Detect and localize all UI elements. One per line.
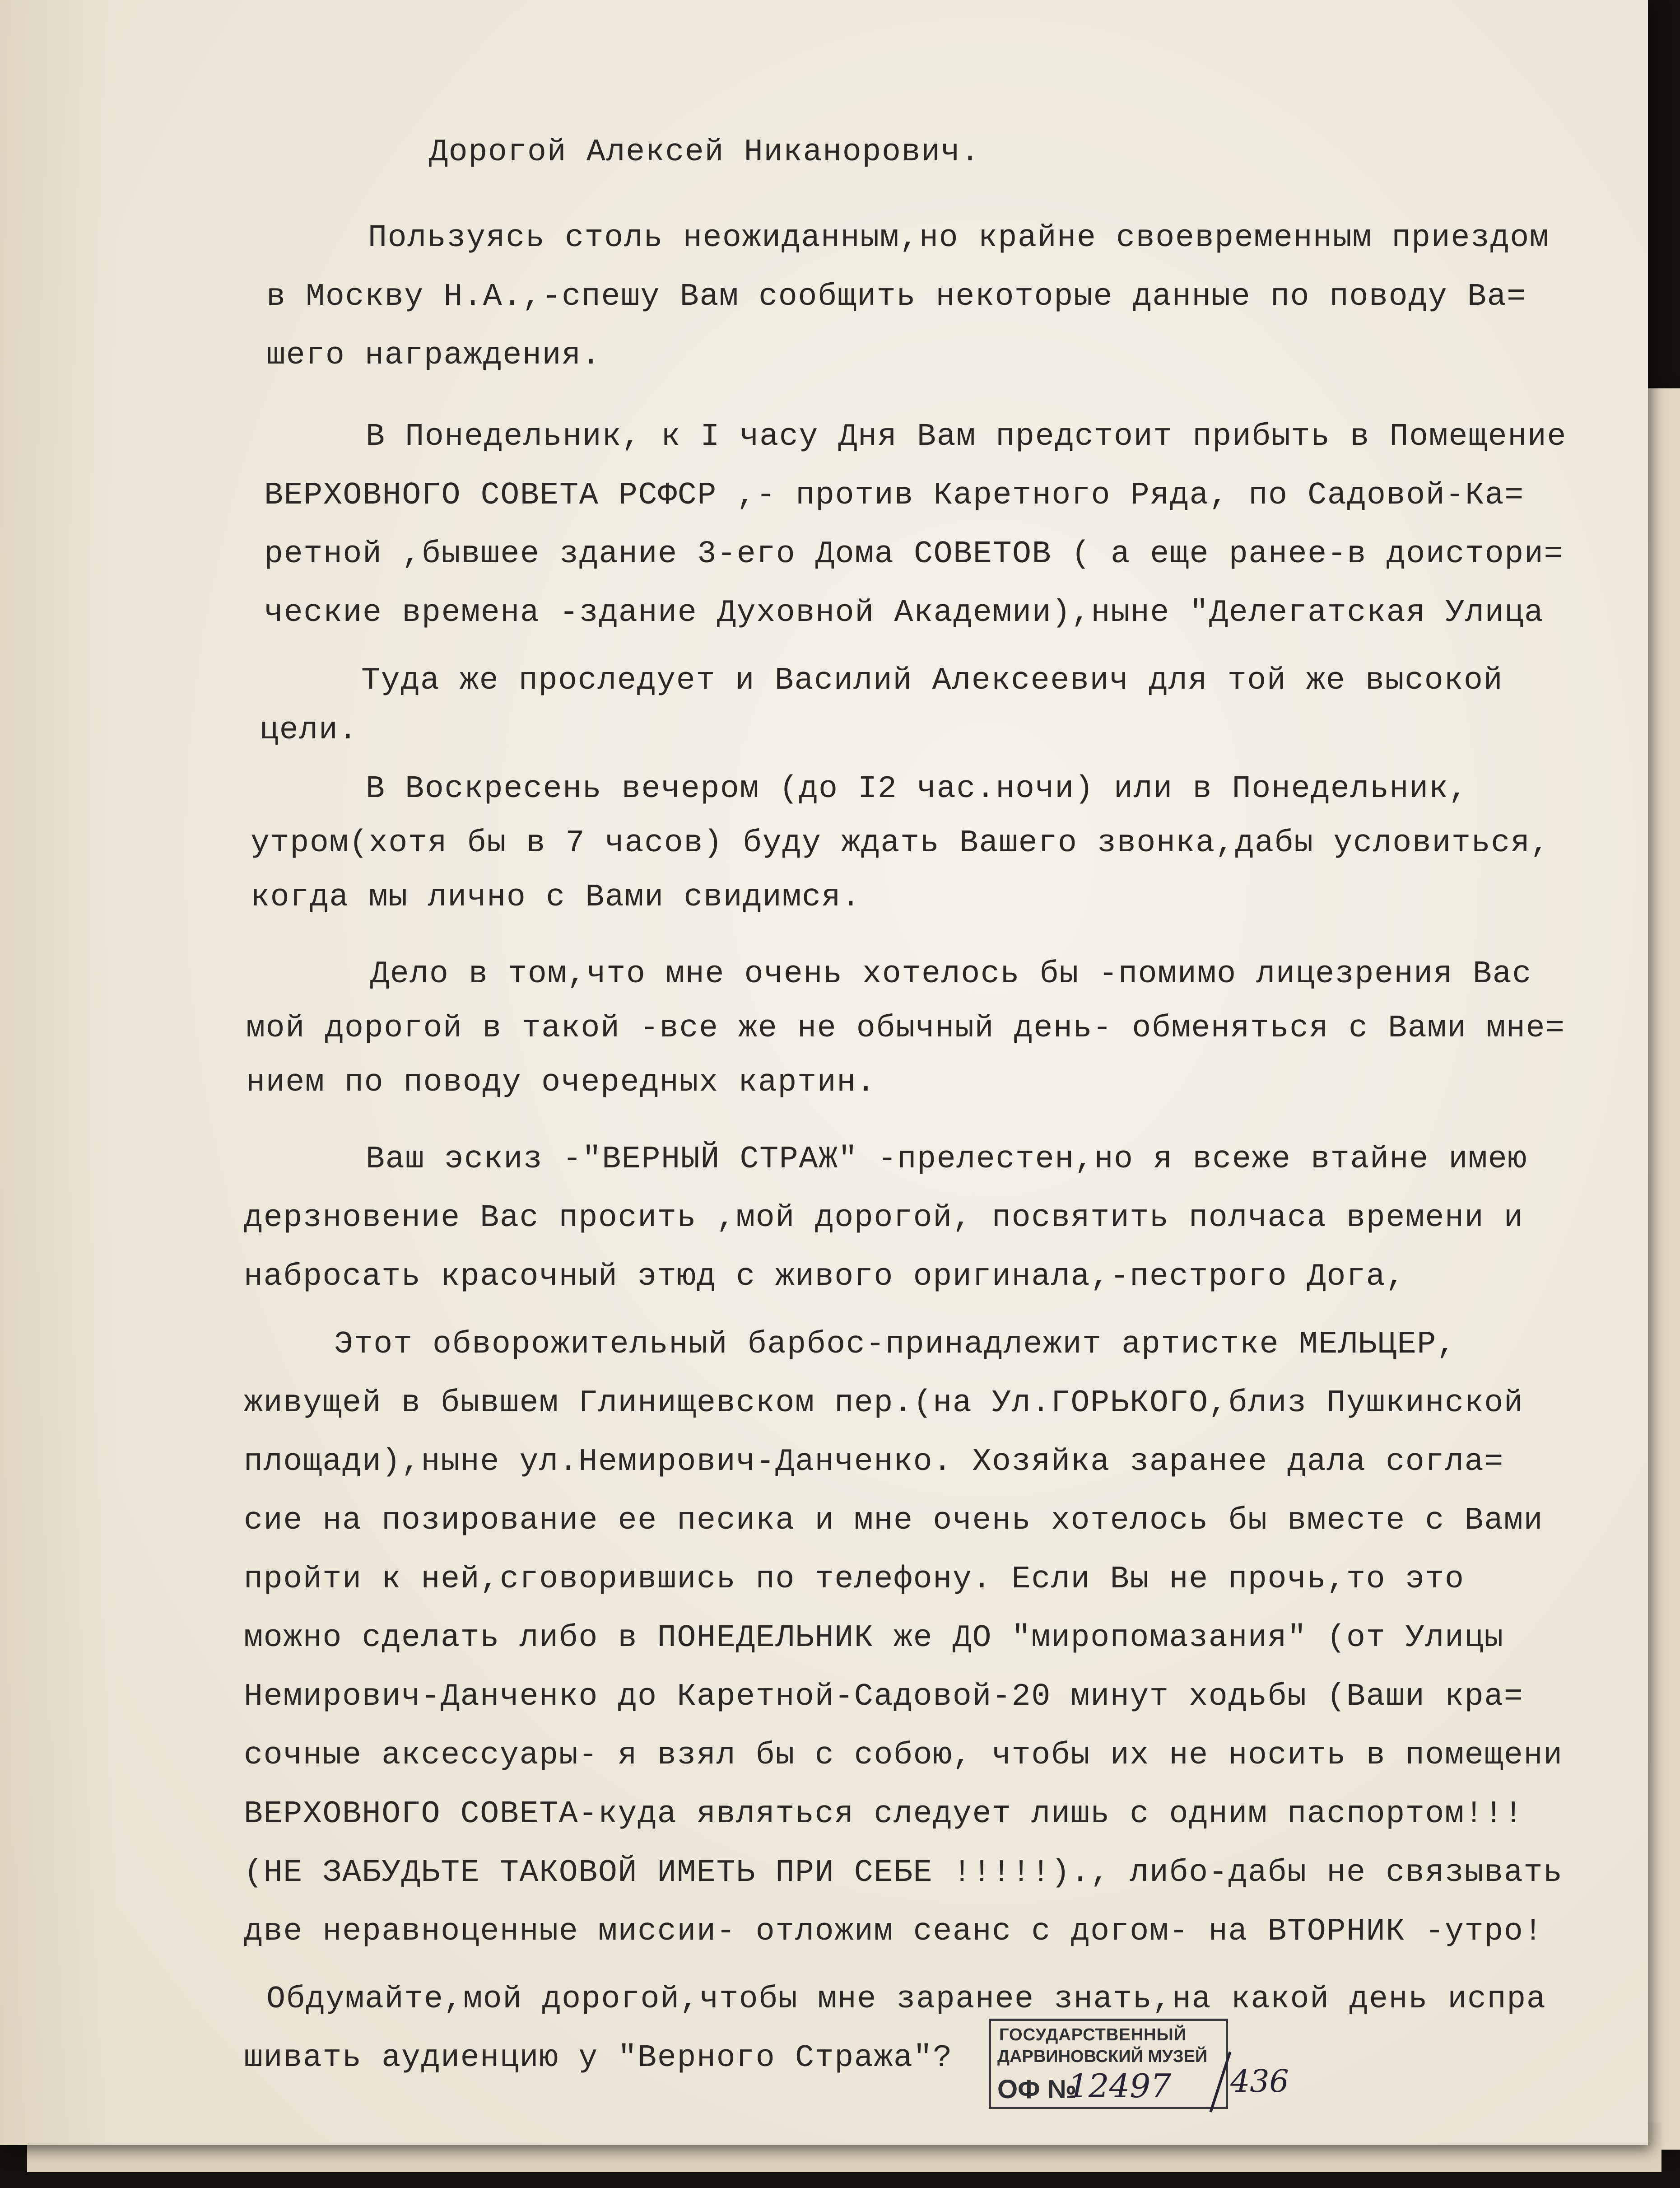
letter-line: живущей в бывшем Глинищевском пер.(на Ул.ГОРЬКОГО,близ Пушкинской	[244, 1386, 1524, 1421]
salutation: Дорогой Алексей Никанорович.	[429, 135, 980, 170]
letter-line: ВЕРХОВНОГО СОВЕТА РСФСР ,- против Каретного Ряда, по Садовой-Ка=	[264, 478, 1524, 513]
letter-line: Ваш эскиз -"ВЕРНЫЙ СТРАЖ" -прелестен,но я всеже втайне имею	[366, 1142, 1527, 1177]
letter-line: сочные аксессуары- я взял бы с собою, чтобы их не носить в помещени	[244, 1738, 1563, 1773]
letter-line: (НЕ ЗАБУДЬТЕ ТАКОВОЙ ИМЕТЬ ПРИ СЕБЕ !!!!!)., либо-дабы не связывать	[244, 1855, 1563, 1891]
letter-line: Пользуясь столь неожиданным,но крайне своевременным приездом	[368, 220, 1550, 256]
letter-line: нием по поводу очередных картин.	[246, 1065, 876, 1101]
museum-stamp	[989, 2019, 1228, 2109]
letter-line: дерзновение Вас просить ,мой дорогой, посвятить полчаса времени и	[244, 1200, 1524, 1236]
letter-line: шего награждения.	[266, 338, 601, 373]
letter-line: в Москву Н.А.,-спешу Вам сообщить некоторые данные по поводу Ва=	[266, 279, 1526, 315]
letter-line: В Понедельник, к I часу Дня Вам предстоит прибыть в Помещение	[366, 419, 1567, 455]
stamp-prefix: ОФ №	[997, 2075, 1077, 2104]
stamp-line-2: ДАРВИНОВСКИЙ МУЗЕЙ	[997, 2047, 1208, 2066]
letter-line: мой дорогой в такой -все же не обычный день- обменяться с Вами мне=	[246, 1011, 1565, 1046]
letter-line: ВЕРХОВНОГО СОВЕТА-куда являться следует лишь с одним паспортом!!!	[244, 1796, 1524, 1832]
letter-line: шивать аудиенцию у "Верного Стража"?	[244, 2040, 953, 2076]
stamp-inventory-number: 12497	[1068, 2067, 1172, 2105]
letter-line: пройти к ней,сговорившись по телефону. Если Вы не прочь,то это	[244, 1562, 1465, 1597]
letter-line: сие на позирование ее песика и мне очень хотелось бы вместе с Вами	[244, 1503, 1544, 1539]
letter-line: цели.	[260, 713, 358, 748]
letter-line: две неравноценные миссии- отложим сеанс с догом- на ВТОРНИК -утро!	[244, 1914, 1544, 1950]
letter-line: Дело в том,что мне очень хотелось бы -помимо лицезрения Вас	[370, 956, 1532, 992]
letter-line: можно сделать либо в ПОНЕДЕЛЬНИК же ДО "миропомазания" (от Улицы	[244, 1620, 1504, 1656]
letter-line: ческие времена -здание Духовной Академии),ныне "Делегатская Улица	[264, 595, 1544, 631]
letter-line: площади),ныне ул.Немирович-Данченко. Хозяйка заранее дала согла=	[244, 1444, 1504, 1480]
stamp-sub-number: 436	[1230, 2064, 1289, 2099]
letter-line: Немирович-Данченко до Каретной-Садовой-20 минут ходьбы (Ваши кра=	[244, 1679, 1524, 1715]
stamp-line-1: ГОСУДАРСТВЕННЫЙ	[999, 2025, 1187, 2044]
letter-line: Туда же проследует и Василий Алексеевич для той же высокой	[361, 663, 1503, 699]
letter-line: ретной ,бывшее здание 3-его Дома СОВЕТОВ ( а еще ранее-в доистори=	[264, 537, 1564, 572]
letter-line: Обдумайте,мой дорогой,чтобы мне заранее знать,на какой день испра	[266, 1982, 1546, 2017]
letter-line: утром(хотя бы в 7 часов) буду ждать Вашего звонка,дабы условиться,	[251, 826, 1550, 861]
letter-line: Этот обворожительный барбос-принадлежит артистке МЕЛЬЦЕР,	[334, 1327, 1457, 1362]
letter-line: В Воскресень вечером (до I2 час.ночи) или в Понедельник,	[366, 771, 1468, 807]
letter-line: когда мы лично с Вами свидимся.	[251, 880, 861, 915]
letter-line: набросать красочный этюд с живого оригинала,-пестрого Дога,	[244, 1259, 1405, 1295]
